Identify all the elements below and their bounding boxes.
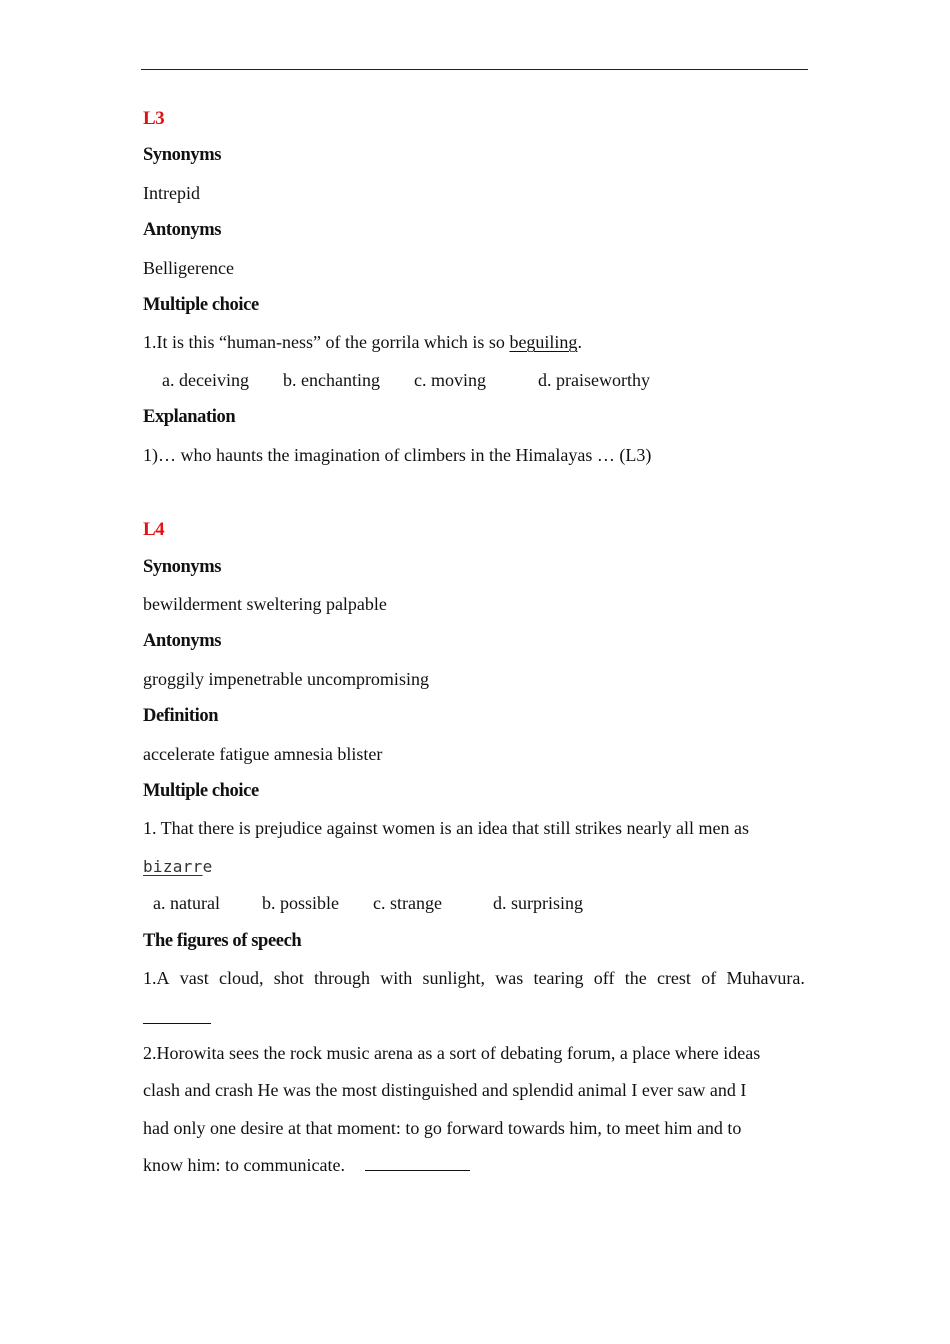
keyword-underlined-part: bizarr <box>143 856 203 876</box>
question-1-keyword-line <box>143 848 807 885</box>
section-spacer <box>143 474 807 511</box>
antonyms-text: groggily impenetrable uncompromising <box>143 668 429 689</box>
multiple-choice-heading: Multiple choice <box>143 294 259 315</box>
figure-question-2-line-4 <box>143 1147 807 1184</box>
figure-question-2-end: know him: to communicate. <box>143 1154 345 1175</box>
synonyms-text: Intrepid <box>143 182 200 203</box>
word: off <box>593 967 615 988</box>
word: of <box>701 967 717 988</box>
word: cloud, <box>219 967 264 988</box>
word: with <box>380 967 413 988</box>
explanation-text: 1)… who haunts the imagination of climbers in the Himalayas … (L3) <box>143 444 652 465</box>
word: 1.A <box>143 967 170 988</box>
figure-question-2-line-3: had only one desire at that moment: to go forward towards him, to meet him and to <box>143 1117 742 1138</box>
definition-text: accelerate fatigue amnesia blister <box>143 743 383 764</box>
option-d: d. praiseworthy <box>538 369 650 390</box>
option-c: c. strange <box>373 893 442 914</box>
header-rule <box>141 69 808 70</box>
word: Muhavura. <box>726 967 805 988</box>
word: was <box>495 967 524 988</box>
lesson-title-l3: L3 <box>143 108 165 129</box>
answer-options <box>143 885 807 922</box>
synonyms-heading: Synonyms <box>143 556 222 577</box>
word: crest <box>656 967 691 988</box>
explanation-heading: Explanation <box>143 407 236 428</box>
figure-question-2-line-2: clash and crash He was the most distinguished and splendid animal I ever saw and I <box>143 1080 747 1101</box>
word: through <box>314 967 371 988</box>
definition-heading: Definition <box>143 706 219 727</box>
antonyms-heading: Antonyms <box>143 631 222 652</box>
word: shot <box>273 967 304 988</box>
question-1-keyword <box>143 857 213 876</box>
word: tearing <box>533 967 584 988</box>
option-b: b. possible <box>262 893 340 914</box>
question-1-text: 1.It is this “human-ness” of the gorrila which is so <box>143 332 510 353</box>
figure-question-2-line-1: 2.Horowita sees the rock music arena as a sort of debating forum, a place where ideas <box>143 1042 761 1063</box>
figures-of-speech-heading: The figures of speech <box>143 930 302 951</box>
figure-question-1 <box>143 960 805 997</box>
answer-blank <box>365 1156 470 1171</box>
answer-blank <box>143 1005 211 1024</box>
multiple-choice-heading: Multiple choice <box>143 781 259 802</box>
option-a: a. deceiving <box>162 369 249 390</box>
word: sunlight, <box>422 967 486 988</box>
answer-blank-line <box>143 997 807 1034</box>
word: the <box>624 967 647 988</box>
answer-options <box>143 362 807 399</box>
option-a: a. natural <box>153 893 220 914</box>
option-b: b. enchanting <box>283 369 380 390</box>
question-1-keyword: beguiling <box>509 332 578 353</box>
keyword-tail: e <box>202 856 213 876</box>
question-1-end: . <box>577 332 582 353</box>
synonyms-text: bewilderment sweltering palpable <box>143 594 387 615</box>
word: vast <box>179 967 209 988</box>
option-c: c. moving <box>414 369 486 390</box>
question-1: 1. That there is prejudice against women is an idea that still strikes nearly all men as <box>143 818 749 839</box>
antonyms-heading: Antonyms <box>143 220 222 241</box>
synonyms-heading: Synonyms <box>143 145 222 166</box>
lesson-title-l4: L4 <box>143 519 165 541</box>
antonyms-text: Belligerence <box>143 257 234 278</box>
option-d: d. surprising <box>493 893 583 914</box>
document-body <box>143 100 807 1184</box>
question-1 <box>143 324 807 361</box>
